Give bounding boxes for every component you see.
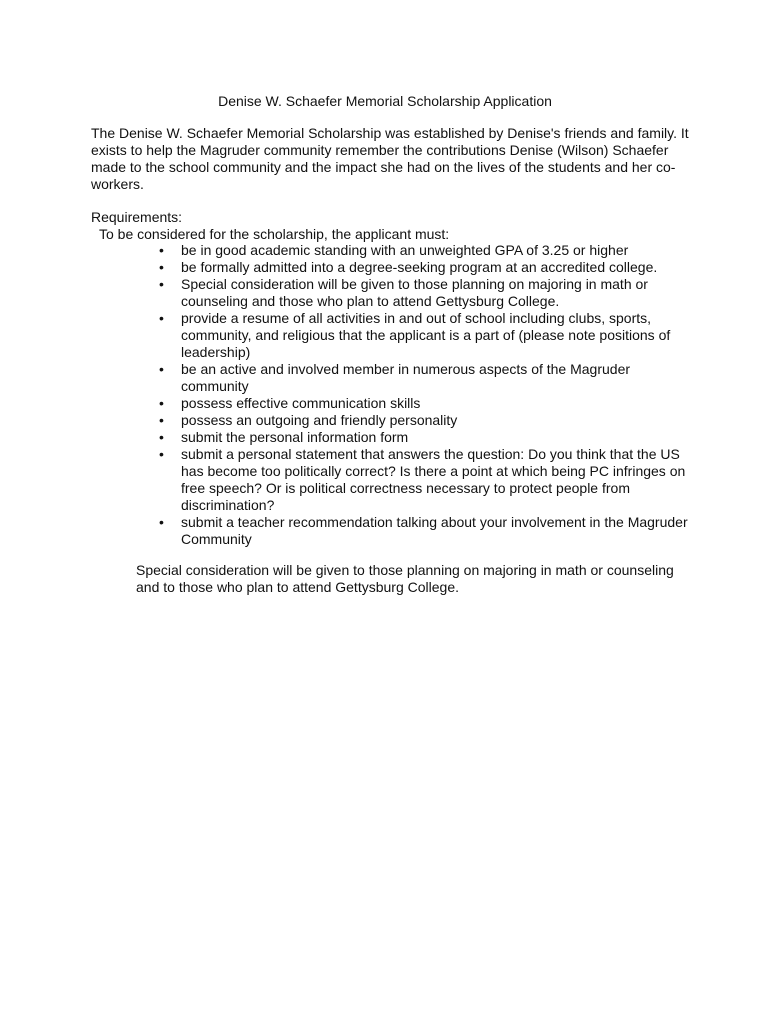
bullet-icon: • bbox=[159, 276, 164, 292]
bullet-icon: • bbox=[159, 514, 164, 530]
bullet-icon: • bbox=[159, 310, 164, 326]
requirement-item bbox=[159, 412, 701, 429]
requirement-item bbox=[159, 242, 701, 259]
requirement-item bbox=[159, 361, 701, 395]
document-title: Denise W. Schaefer Memorial Scholarship Application bbox=[218, 93, 552, 109]
requirement-text: possess effective communication skills bbox=[181, 395, 421, 411]
requirement-text: provide a resume of all activities in and out of school including clubs, sports, community, and religious that the applicant is a part of (please note positions of leadership) bbox=[181, 310, 671, 360]
bullet-icon: • bbox=[159, 446, 164, 462]
bullet-icon: • bbox=[159, 259, 164, 275]
requirement-item bbox=[159, 259, 701, 276]
requirement-item bbox=[159, 446, 701, 514]
bullet-icon: • bbox=[159, 242, 164, 258]
requirements-list bbox=[159, 242, 701, 548]
requirement-text: be in good academic standing with an unweighted GPA of 3.25 or higher bbox=[181, 242, 629, 258]
requirements-lead: To be considered for the scholarship, the applicant must: bbox=[99, 226, 450, 242]
requirement-text: be an active and involved member in numerous aspects of the Magruder community bbox=[181, 361, 631, 394]
requirement-item bbox=[159, 310, 701, 361]
requirement-item bbox=[159, 276, 701, 310]
requirement-text: possess an outgoing and friendly personality bbox=[181, 412, 458, 428]
intro-paragraph: The Denise W. Schaefer Memorial Scholarship was established by Denise's friends and family. It exists to help the Magruder community remember the contributions Denise (Wilson) Schaefer made to the school community and the impact she had on the lives of the students and her co-workers. bbox=[91, 125, 689, 192]
requirement-text: Special consideration will be given to those planning on majoring in math or counseling and those who plan to attend Gettysburg College. bbox=[181, 276, 648, 309]
requirement-text: be formally admitted into a degree-seeking program at an accredited college. bbox=[181, 259, 658, 275]
bullet-icon: • bbox=[159, 361, 164, 377]
bullet-icon: • bbox=[159, 395, 164, 411]
requirement-text: submit a personal statement that answers the question: Do you think that the US has become too politically correct? Is there a point at which being PC infringes on free speech? Or is political correctness necessary to protect people from discrimination? bbox=[181, 446, 686, 513]
bullet-icon: • bbox=[159, 429, 164, 445]
requirement-text: submit a teacher recommendation talking about your involvement in the Magruder Community bbox=[181, 514, 688, 547]
requirements-heading: Requirements: bbox=[91, 209, 183, 225]
requirement-item bbox=[159, 395, 701, 412]
requirement-text: submit the personal information form bbox=[181, 429, 409, 445]
bullet-icon: • bbox=[159, 412, 164, 428]
closing-paragraph: Special consideration will be given to those planning on majoring in math or counseling and to those who plan to attend Gettysburg College. bbox=[136, 562, 674, 595]
requirement-item bbox=[159, 514, 701, 548]
requirement-item bbox=[159, 429, 701, 446]
